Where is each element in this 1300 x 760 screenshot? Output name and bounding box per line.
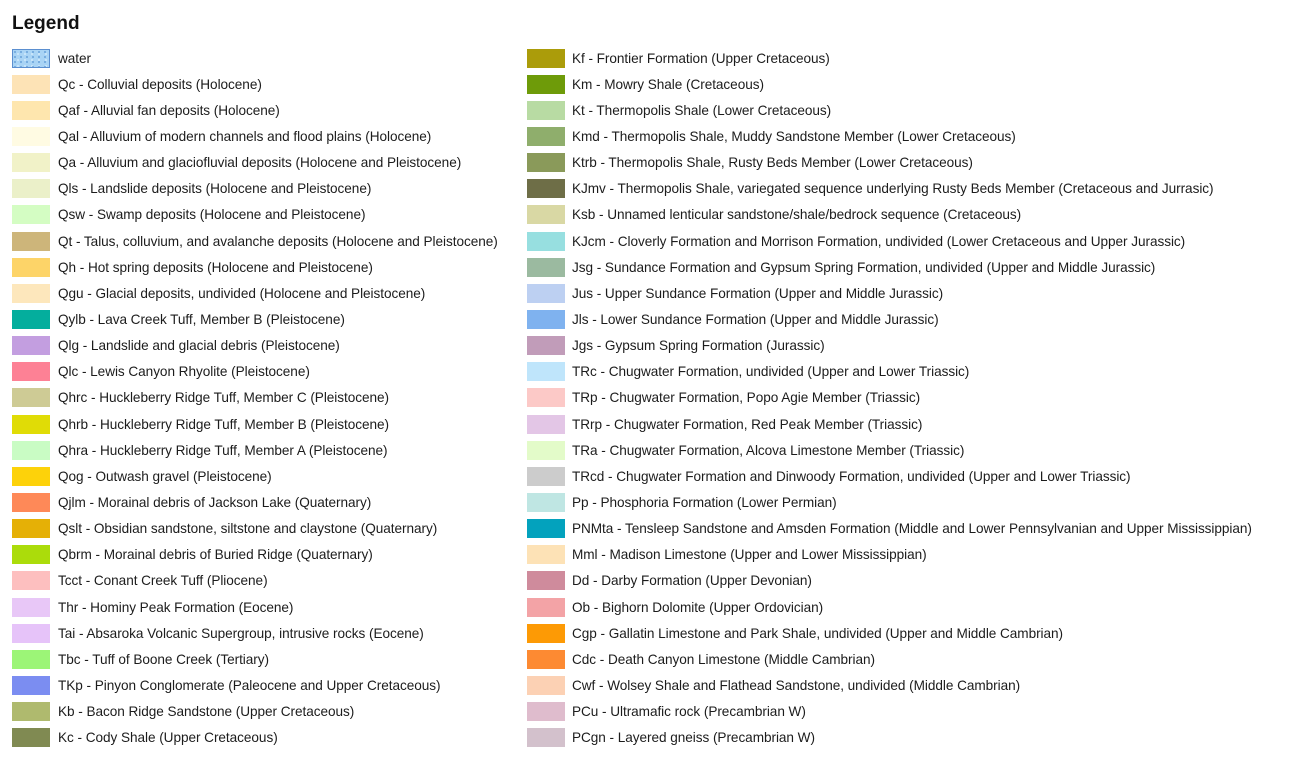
legend-item: [527, 176, 1252, 202]
color-swatch: [527, 101, 565, 120]
color-swatch: [12, 101, 50, 120]
color-swatch: [12, 467, 50, 486]
color-swatch: [527, 728, 565, 747]
color-swatch: [12, 545, 50, 564]
legend-item-label: Qgu - Glacial deposits, undivided (Holocene and Pleistocene): [58, 285, 426, 301]
color-swatch: [12, 205, 50, 224]
color-swatch: [527, 415, 565, 434]
legend-item-label: Qylb - Lava Creek Tuff, Member B (Pleistocene): [58, 311, 345, 327]
legend-item: [527, 594, 1252, 620]
legend-item-label: PCgn - Layered gneiss (Precambrian W): [572, 730, 815, 746]
legend-item-label: TRc - Chugwater Formation, undivided (Upper and Lower Triassic): [572, 364, 970, 380]
legend-item-label: Qsw - Swamp deposits (Holocene and Pleistocene): [58, 207, 366, 223]
legend-item: [12, 437, 498, 463]
legend-item-label: Ob - Bighorn Dolomite (Upper Ordovician): [572, 599, 824, 615]
legend-item: [12, 594, 498, 620]
legend-item-label: TRcd - Chugwater Formation and Dinwoody Formation, undivided (Upper and Lower Triassic): [572, 468, 1131, 484]
legend-item-label: Ksb - Unnamed lenticular sandstone/shale/bedrock sequence (Cretaceous): [572, 207, 1022, 223]
legend-left-column: [12, 45, 498, 751]
color-swatch: [12, 571, 50, 590]
legend-item-label: Qslt - Obsidian sandstone, siltstone and claystone (Quaternary): [58, 521, 438, 537]
legend-item: [527, 280, 1252, 306]
color-swatch: [527, 519, 565, 538]
legend-item-label: Dd - Darby Formation (Upper Devonian): [572, 573, 812, 589]
legend-item: [527, 542, 1252, 568]
legend-item-label: Kc - Cody Shale (Upper Cretaceous): [58, 730, 278, 746]
legend-item-label: Jls - Lower Sundance Formation (Upper and Middle Jurassic): [572, 311, 939, 327]
legend-item-label: KJcm - Cloverly Formation and Morrison Formation, undivided (Lower Cretaceous and Upper Jurassic): [572, 233, 1186, 249]
color-swatch: [527, 179, 565, 198]
legend-item-label: Cgp - Gallatin Limestone and Park Shale, undivided (Upper and Middle Cambrian): [572, 625, 1064, 641]
legend-right-column: [527, 45, 1252, 751]
legend-item: [12, 646, 498, 672]
legend-item-label: Thr - Hominy Peak Formation (Eocene): [58, 599, 294, 615]
legend-item-label: Kt - Thermopolis Shale (Lower Cretaceous): [572, 102, 832, 118]
legend-item-label: Tcct - Conant Creek Tuff (Pliocene): [58, 573, 268, 589]
color-swatch: [12, 153, 50, 172]
legend-item-label: Pp - Phosphoria Formation (Lower Permian): [572, 494, 837, 510]
color-swatch: [527, 598, 565, 617]
color-swatch: [527, 441, 565, 460]
legend-item-label: Mml - Madison Limestone (Upper and Lower Mississippian): [572, 547, 927, 563]
legend-item: [527, 699, 1252, 725]
legend-item: [12, 71, 498, 97]
legend-item: [527, 725, 1252, 751]
color-swatch: [12, 441, 50, 460]
water-pattern-swatch: [12, 49, 50, 68]
legend-item: [527, 672, 1252, 698]
color-swatch: [527, 205, 565, 224]
legend-item-label: Qal - Alluvium of modern channels and flood plains (Holocene): [58, 128, 432, 144]
legend-item-label: Kb - Bacon Ridge Sandstone (Upper Cretaceous): [58, 704, 355, 720]
legend-item: [12, 463, 498, 489]
legend-item-label: Qls - Landslide deposits (Holocene and Pleistocene): [58, 181, 372, 197]
legend-item-label: TRrp - Chugwater Formation, Red Peak Member (Triassic): [572, 416, 923, 432]
legend-item-label: Qbrm - Morainal debris of Buried Ridge (Quaternary): [58, 547, 373, 563]
legend-item: [12, 672, 498, 698]
color-swatch: [12, 179, 50, 198]
color-swatch: [527, 493, 565, 512]
legend-item: [12, 306, 498, 332]
color-swatch: [12, 519, 50, 538]
legend-item: [12, 176, 498, 202]
color-swatch: [12, 650, 50, 669]
legend-item: [12, 568, 498, 594]
legend-item: [527, 437, 1252, 463]
legend-item-label: Tai - Absaroka Volcanic Supergroup, intrusive rocks (Eocene): [58, 625, 424, 641]
color-swatch: [527, 127, 565, 146]
legend-item: [527, 97, 1252, 123]
legend-item: [527, 568, 1252, 594]
legend-item-label: Cdc - Death Canyon Limestone (Middle Cambrian): [572, 651, 875, 667]
color-swatch: [527, 232, 565, 251]
color-swatch: [527, 153, 565, 172]
legend-item: [12, 228, 498, 254]
legend-item: [527, 150, 1252, 176]
legend-item: [12, 45, 498, 71]
legend-item-label: water: [58, 50, 91, 66]
legend-item-label: TRp - Chugwater Formation, Popo Agie Member (Triassic): [572, 390, 921, 406]
color-swatch: [527, 650, 565, 669]
legend-item-label: Jus - Upper Sundance Formation (Upper and Middle Jurassic): [572, 285, 944, 301]
color-swatch: [12, 232, 50, 251]
legend-item: [12, 359, 498, 385]
color-swatch: [527, 624, 565, 643]
legend-item: [527, 45, 1252, 71]
color-swatch: [12, 75, 50, 94]
color-swatch: [527, 388, 565, 407]
legend-item-label: Qlg - Landslide and glacial debris (Pleistocene): [58, 338, 340, 354]
color-swatch: [12, 493, 50, 512]
legend-item: [12, 385, 498, 411]
color-swatch: [527, 258, 565, 277]
legend-item-label: TKp - Pinyon Conglomerate (Paleocene and Upper Cretaceous): [58, 677, 441, 693]
color-swatch: [527, 336, 565, 355]
color-swatch: [12, 702, 50, 721]
color-swatch: [12, 310, 50, 329]
legend-item-label: Qhrb - Huckleberry Ridge Tuff, Member B (Pleistocene): [58, 416, 390, 432]
legend-item: [527, 646, 1252, 672]
legend-item-label: Cwf - Wolsey Shale and Flathead Sandstone, undivided (Middle Cambrian): [572, 677, 1021, 693]
legend-item-label: TRa - Chugwater Formation, Alcova Limestone Member (Triassic): [572, 442, 965, 458]
legend-item: [527, 123, 1252, 149]
legend-item-label: Km - Mowry Shale (Cretaceous): [572, 76, 764, 92]
legend-item: [527, 71, 1252, 97]
color-swatch: [527, 571, 565, 590]
legend-item: [527, 306, 1252, 332]
color-swatch: [527, 284, 565, 303]
color-swatch: [12, 388, 50, 407]
legend-item-label: Qh - Hot spring deposits (Holocene and Pleistocene): [58, 259, 373, 275]
legend-item: [12, 542, 498, 568]
color-swatch: [527, 310, 565, 329]
color-swatch: [527, 467, 565, 486]
legend-item: [12, 333, 498, 359]
legend-item: [527, 254, 1252, 280]
legend-item-label: PNMta - Tensleep Sandstone and Amsden Formation (Middle and Lower Pennsylvanian and Upper Mississippian): [572, 521, 1252, 537]
color-swatch: [527, 362, 565, 381]
legend-item: [527, 385, 1252, 411]
legend-item-label: Jgs - Gypsum Spring Formation (Jurassic): [572, 338, 825, 354]
legend-item: [12, 97, 498, 123]
color-swatch: [12, 624, 50, 643]
color-swatch: [527, 676, 565, 695]
legend-item-label: Tbc - Tuff of Boone Creek (Tertiary): [58, 651, 269, 667]
color-swatch: [527, 49, 565, 68]
legend-item: [12, 620, 498, 646]
legend-item: [12, 202, 498, 228]
legend-item: [12, 411, 498, 437]
legend-title: Legend: [12, 13, 80, 34]
color-swatch: [12, 336, 50, 355]
color-swatch: [12, 598, 50, 617]
legend-item: [12, 123, 498, 149]
legend-item-label: Qhrc - Huckleberry Ridge Tuff, Member C (Pleistocene): [58, 390, 390, 406]
color-swatch: [527, 545, 565, 564]
legend-item: [527, 228, 1252, 254]
legend-item: [527, 202, 1252, 228]
legend-item: [527, 516, 1252, 542]
legend-item: [527, 489, 1252, 515]
color-swatch: [12, 284, 50, 303]
legend-item-label: PCu - Ultramafic rock (Precambrian W): [572, 704, 806, 720]
legend-item: [12, 280, 498, 306]
legend-item: [12, 489, 498, 515]
color-swatch: [12, 127, 50, 146]
legend-item-label: Qa - Alluvium and glaciofluvial deposits (Holocene and Pleistocene): [58, 155, 462, 171]
legend-item-label: Qjlm - Morainal debris of Jackson Lake (Quaternary): [58, 494, 372, 510]
color-swatch: [527, 75, 565, 94]
color-swatch: [12, 415, 50, 434]
legend-item-label: Qt - Talus, colluvium, and avalanche deposits (Holocene and Pleistocene): [58, 233, 498, 249]
legend-item: [12, 725, 498, 751]
legend-item-label: Kmd - Thermopolis Shale, Muddy Sandstone Member (Lower Cretaceous): [572, 128, 1016, 144]
legend-item-label: Qog - Outwash gravel (Pleistocene): [58, 468, 272, 484]
color-swatch: [12, 362, 50, 381]
legend-item-label: Qc - Colluvial deposits (Holocene): [58, 76, 262, 92]
color-swatch: [12, 728, 50, 747]
legend-item: [527, 411, 1252, 437]
color-swatch: [12, 258, 50, 277]
legend-item: [527, 463, 1252, 489]
legend-item: [12, 516, 498, 542]
color-swatch: [527, 702, 565, 721]
legend-item: [12, 254, 498, 280]
legend-item-label: Qlc - Lewis Canyon Rhyolite (Pleistocene): [58, 364, 310, 380]
legend-item-label: KJmv - Thermopolis Shale, variegated sequence underlying Rusty Beds Member (Cretaceous and Jurrasic): [572, 181, 1214, 197]
legend-item-label: Kf - Frontier Formation (Upper Cretaceous): [572, 50, 830, 66]
legend-item: [527, 620, 1252, 646]
legend-item-label: Ktrb - Thermopolis Shale, Rusty Beds Member (Lower Cretaceous): [572, 155, 973, 171]
legend-item-label: Jsg - Sundance Formation and Gypsum Spring Formation, undivided (Upper and Middle Jurassic): [572, 259, 1156, 275]
legend-item-label: Qhra - Huckleberry Ridge Tuff, Member A (Pleistocene): [58, 442, 388, 458]
legend-item: [527, 333, 1252, 359]
legend-item: [527, 359, 1252, 385]
color-swatch: [12, 676, 50, 695]
legend-item: [12, 150, 498, 176]
legend-item: [12, 699, 498, 725]
legend-item-label: Qaf - Alluvial fan deposits (Holocene): [58, 102, 280, 118]
